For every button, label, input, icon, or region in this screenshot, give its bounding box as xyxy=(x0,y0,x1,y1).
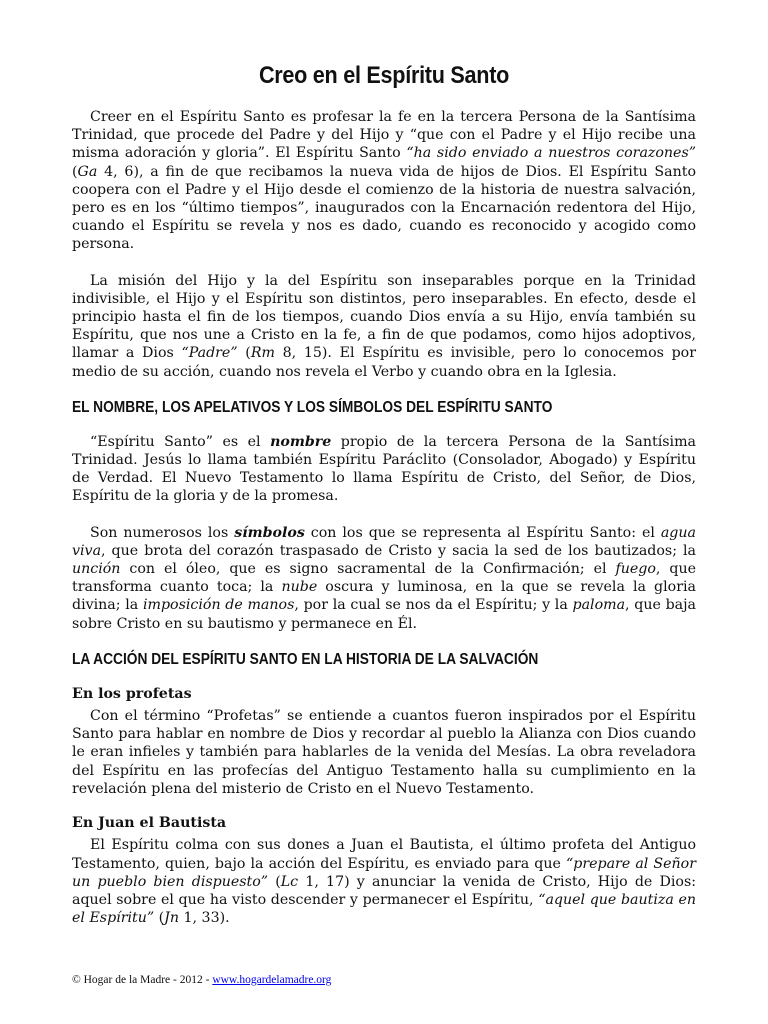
simbolos-paragraph: Son numerosos los símbolos con los que se representa al Espíritu Santo: el agua viva, que brota del corazón traspasado de Cristo y sacia la sed de los bautizados; la unción con el óleo, que es signo sacramental de la Confirmación; el fuego, que transforma cuanto toca; la nube oscura y luminosa, en la que se revela la gloria divina; la imposición de manos, por la cual se nos da el Espíritu; y la paloma, que baja sobre Cristo en su bautismo y permanece en Él. xyxy=(72,524,696,632)
intro-paragraph-2: La misión del Hijo y la del Espíritu son inseparables porque en la Trinidad indivisible, el Hijo y el Espíritu son distintos, pero inseparables. En efecto, desde el principio hasta el fin de los tiempos, cuando Dios envía a su Hijo, envía también su Espíritu, que nos une a Cristo en la fe, a fin de que podamos, como hijos adoptivos, llamar a Dios “Padre” (Rm 8, 15). El Espíritu es invisible, pero lo conocemos por medio de su acción, cuando nos revela el Verbo y cuando obra en la Iglesia. xyxy=(72,272,696,380)
subheading-profetas: En los profetas xyxy=(72,685,192,702)
nombre-paragraph: “Espíritu Santo” es el nombre propio de la tercera Persona de la Santísima Trinidad. Jesús lo llama también Espíritu Paráclito (Consolador, Abogado) y Espíritu de Verdad. El Nuevo Testamento lo llama Espíritu de Cristo, del Señor, de Dios, Espíritu de la gloria y de la promesa. xyxy=(72,433,696,505)
juan-bautista-paragraph: El Espíritu colma con sus dones a Juan el Bautista, el último profeta del Antiguo Testamento, quien, bajo la acción del Espíritu, es enviado para que “prepare al Señor un pueblo bien dispuesto” (Lc 1, 17) y anunciar la venida de Cristo, Hijo de Dios: aquel sobre el que ha visto descender y permanecer el Espíritu, “aquel que bautiza en el Espíritu” (Jn 1, 33). xyxy=(72,837,697,927)
page-title: Creo en el Espíritu Santo xyxy=(258,62,510,89)
intro-paragraph-1: Creer en el Espíritu Santo es profesar la fe en la tercera Persona de la Santísima Trinidad, que procede del Padre y del Hijo y “que con el Padre y el Hijo recibe una misma adoración y gloria”. El Espíritu Santo “ha sido enviado a nuestros corazones” (Ga 4, 6), a fin de que recibamos la nueva vida de hijos de Dios. El Espíritu Santo coopera con el Padre y el Hijo desde el comienzo de la historia de nuestra salvación, pero es en los “último tiempos”, inaugurados con la Encarnación redentora del Hijo, cuando el Espíritu se revela y nos es dado, cuando es reconocido y acogido como persona. xyxy=(72,109,696,253)
page-footer: © Hogar de la Madre - 2012 - www.hogardelamadre.org xyxy=(72,974,332,986)
profetas-paragraph: Con el término “Profetas” se entiende a cuantos fueron inspirados por el Espíritu Santo para hablar en nombre de Dios y recordar al pueblo la Alianza con Dios cuando le eran infieles y también para hablarles de la venida del Mesías. La obra reveladora del Espíritu en las profecías del Antiguo Testamento halla su cumplimiento en la revelación plena del misterio de Cristo en el Nuevo Testamento. xyxy=(72,708,696,797)
subheading-juan-bautista: En Juan el Bautista xyxy=(72,815,227,832)
document-page xyxy=(72,62,696,945)
section-heading-accion: LA ACCIÓN DEL ESPÍRITU SANTO EN LA HISTORIA DE LA SALVACIÓN xyxy=(72,650,539,668)
section-heading-nombre: EL NOMBRE, LOS APELATIVOS Y LOS SÍMBOLOS DEL ESPÍRITU SANTO xyxy=(72,398,553,416)
website-link[interactable]: www.hogardelamadre.org xyxy=(212,974,332,986)
